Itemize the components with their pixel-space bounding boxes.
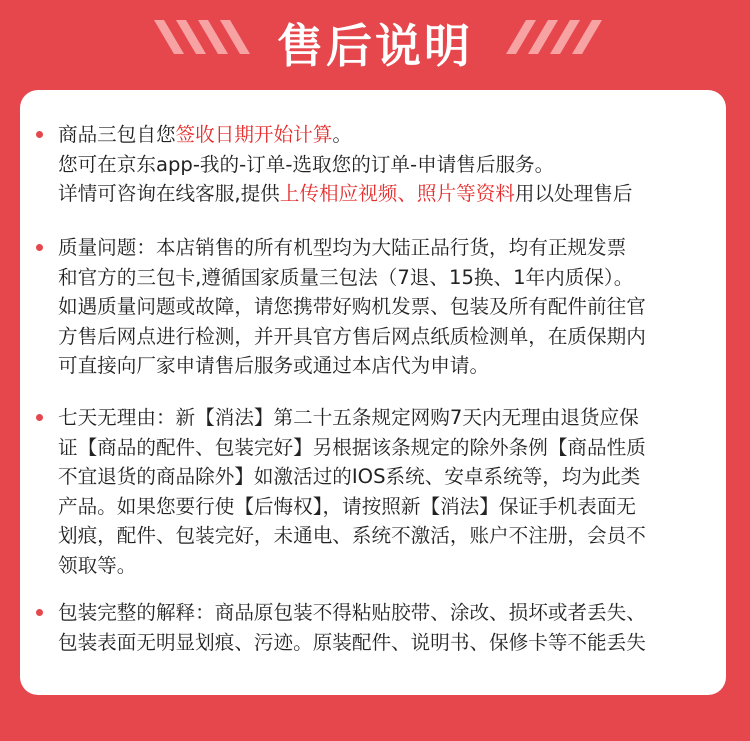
text-line: 产品。如果您要行使【后悔权】，请按照新【消法】保证手机表面无 [58, 494, 637, 518]
text-line: 方售后网点进行检测，并开具官方售后网点纸质检测单，在质保期内 [58, 324, 646, 348]
section-text [58, 233, 723, 381]
text-line: 详情可咨询在线客服,提供上传相应视频、照片等资料用以处理售后 [58, 182, 633, 205]
page-title: 售后说明 [277, 19, 473, 73]
text-line: 如遇质量问题或故障，请您携带好购机发票、包装及所有配件前往官 [58, 295, 646, 318]
section-text [58, 120, 723, 209]
text-line: 质量问题：本店销售的所有机型均为大陆正品行货，均有正规发票 [58, 236, 627, 259]
section-quality-issues [36, 233, 726, 381]
text-line: 包装表面无明显划痕、污迹。原装配件、说明书、保修卡等不能丢失 [58, 630, 646, 654]
highlight-text: 签收日期开始计算 [175, 123, 333, 146]
text-line: 和官方的三包卡,遵循国家质量三包法（7退、15换、1年内质保）。 [58, 265, 634, 289]
highlight-text: 上传相应视频、照片等资料 [279, 182, 515, 205]
content-card [20, 90, 726, 695]
bullet-dot [36, 609, 43, 616]
section-sign-receipt [36, 120, 726, 209]
text-line: 领取等。 [58, 553, 137, 577]
text-line: 划痕，配件、包装完好，未通电、系统不激活，账户不注册，会员不 [58, 524, 646, 547]
text-line: 可直接向厂家申请售后服务或通过本店代为申请。 [58, 354, 490, 377]
text-line: 包装完整的解释：商品原包装不得粘贴胶带、涂改、损坏或者丢失、 [58, 601, 646, 624]
bullet-dot [36, 244, 43, 251]
bullet-dot [36, 131, 43, 138]
text-line: 不宜退货的商品除外】如激活过的IOS系统、安卓系统等，均为此类 [58, 465, 641, 488]
text-line: 商品三包自您签收日期开始计算。 [58, 123, 352, 146]
section-packaging [36, 598, 726, 657]
text-line: 证【商品的配件、包装完好】另根据该条规定的除外条例【商品性质 [58, 435, 646, 459]
section-text [58, 598, 723, 657]
text-line: 七天无理由：新【消法】第二十五条规定网购7天内无理由退货应保 [58, 406, 639, 429]
text-line: 您可在京东app-我的-订单-选取您的订单-申请售后服务。 [58, 152, 555, 176]
section-seven-day-return [36, 403, 726, 580]
section-text [58, 403, 723, 580]
bullet-dot [36, 414, 43, 421]
